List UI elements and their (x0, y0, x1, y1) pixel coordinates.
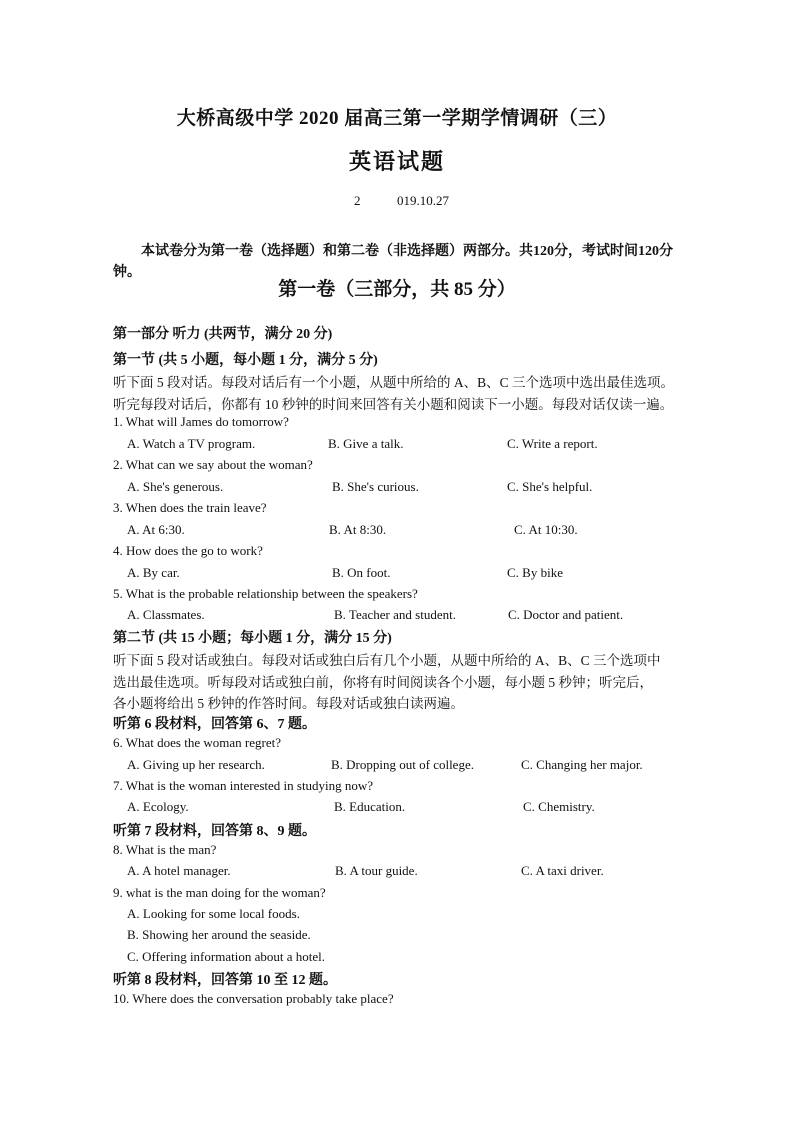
exam-date: 019.10.27 (397, 193, 449, 208)
option-a: A. At 6:30. (127, 522, 185, 537)
subject-title: 英语试题 (348, 149, 445, 174)
question-stem: 1. What will James do tomorrow? (113, 414, 289, 429)
question-stem: 6. What does the woman regret? (113, 735, 281, 750)
option-c: C. She's helpful. (507, 479, 593, 494)
question-stem: 7. What is the woman interested in studying now? (113, 778, 374, 793)
option-c: C. Chemistry. (523, 799, 595, 814)
section2-instructions-line3: 各小题将给出 5 秒钟的作答时间。每段对话或独白读两遍。 (113, 696, 464, 711)
question-stem: 3. When does the train leave? (113, 500, 267, 515)
question-stem: 2. What can we say about the woman? (113, 457, 313, 472)
option-b: B. At 8:30. (329, 522, 387, 537)
option-b: B. She's curious. (332, 479, 419, 494)
option-b: B. On foot. (332, 565, 391, 580)
section1-heading: 第一节 (共 5 小题，每小题 1 分，满分 5 分) (113, 353, 378, 368)
question-stem: 4. How does the go to work? (113, 543, 263, 558)
part1-heading: 第一部分 听力 (共两节，满分 20 分) (113, 327, 333, 342)
group-heading: 听第 6 段材料，回答第 6、7 题。 (113, 717, 316, 732)
option-b: B. Showing her around the seaside. (127, 927, 311, 942)
option-b: B. Give a talk. (328, 436, 404, 451)
option-a: A. Ecology. (127, 799, 189, 814)
option-b: B. Education. (334, 799, 406, 814)
question-stem: 8. What is the man? (113, 842, 217, 857)
section2-heading: 第二节 (共 15 小题；每小题 1 分，满分 15 分) (113, 631, 392, 646)
option-b: B. Teacher and student. (334, 607, 456, 622)
option-a: A. Looking for some local foods. (127, 906, 300, 921)
section2-instructions-line2: 选出最佳选项。听每段对话或独白前，你将有时间阅读各个小题，每小题 5 秒钟；听完后， (113, 675, 653, 690)
group-heading: 听第 8 段材料，回答第 10 至 12 题。 (113, 973, 337, 988)
option-a: A. A hotel manager. (127, 863, 231, 878)
option-c: C. Doctor and patient. (508, 607, 624, 622)
option-c: C. Offering information about a hotel. (127, 949, 325, 964)
option-b: B. A tour guide. (335, 863, 418, 878)
option-c: C. By bike (507, 565, 563, 580)
option-c: C. Changing her major. (521, 757, 643, 772)
option-a: A. By car. (127, 565, 180, 580)
exam-intro: 本试卷分为第一卷（选择题）和第二卷（非选择题）两部分。共120分，考试时间120分钟。 (113, 244, 673, 280)
option-c: C. A taxi driver. (521, 863, 604, 878)
group-heading: 听第 7 段材料，回答第 8、9 题。 (113, 824, 316, 839)
question-stem: 10. Where does the conversation probably take place? (113, 991, 394, 1006)
section1-instructions-line1: 听下面 5 段对话。每段对话后有一个小题，从题中所给的 A、B、C 三个选项中选出最佳选项。 (113, 375, 675, 390)
exam-title: 大桥高级中学 2020 届高三第一学期学情调研（三） (176, 108, 618, 129)
exam-date-prefix: 2 (354, 193, 361, 208)
option-a: A. Watch a TV program. (127, 436, 256, 451)
option-a: A. She's generous. (127, 479, 224, 494)
section1-instructions-line2: 听完每段对话后，你都有 10 秒钟的时间来回答有关小题和阅读下一小题。每段对话仅读一遍。 (113, 397, 674, 412)
option-b: B. Dropping out of college. (331, 757, 474, 772)
volume-heading: 第一卷（三部分，共 85 分） (278, 279, 516, 300)
question-stem: 5. What is the probable relationship between the speakers? (113, 586, 418, 601)
question-stem: 9. what is the man doing for the woman? (113, 885, 326, 900)
option-a: A. Giving up her research. (127, 757, 265, 772)
option-c: C. At 10:30. (514, 522, 578, 537)
option-c: C. Write a report. (507, 436, 598, 451)
option-a: A. Classmates. (127, 607, 205, 622)
section2-instructions-line1: 听下面 5 段对话或独白。每段对话或独白后有几个小题，从题中所给的 A、B、C 三个选项中 (113, 653, 661, 668)
